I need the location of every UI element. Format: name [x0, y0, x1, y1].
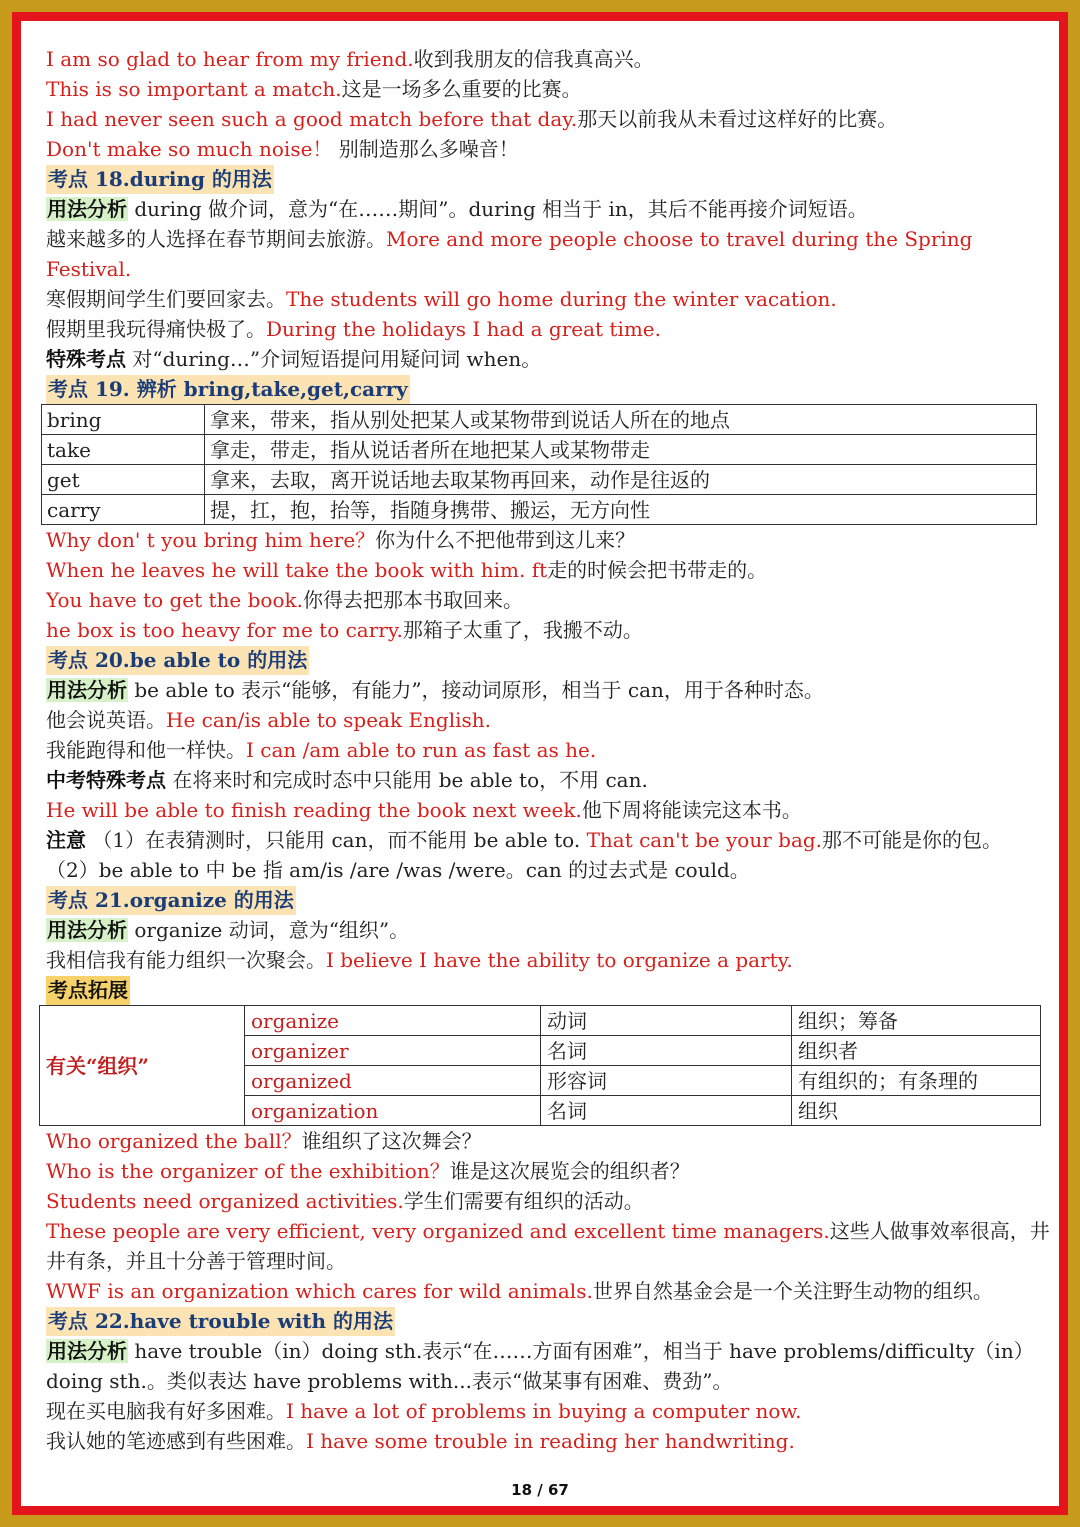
usage-analysis: 用法分析 be able to 表示“能够，有能力”，接动词原形，相当于 can，用于各种时态。: [47, 678, 824, 702]
usage-tag: 用法分析: [47, 1339, 127, 1363]
special-point: 中考特殊考点 在将来时和完成时态中只能用 be able to，不用 can.: [46, 768, 648, 792]
example-line: Who is the organizer of the exhibition？谁是这次展览会的组织者？: [46, 1159, 690, 1183]
table-row: bring 拿来，带来，指从别处把某人或某物带到说话人所在的地点: [42, 405, 1037, 435]
usage-analysis: 用法分析 have trouble（in）doing sth.表示“在……方面有困难”，相当于 have problems/difficulty（in）doing sth.。类似表达 have problems with...表示“做某事有困难、费劲”。: [46, 1339, 1034, 1393]
example-line: WWF is an organization which cares for wild animals.世界自然基金会是一个关注野生动物的组织。: [46, 1279, 993, 1303]
example-line: 我相信我有能力组织一次聚会。I believe I have the ability to organize a party.: [46, 948, 793, 972]
example-line: These people are very efficient, very organized and excellent time managers.这些人做事效率很高，井井有条，并且十分善于管理时间。: [46, 1219, 1050, 1273]
example-line: 我认她的笔迹感到有些困难。I have some trouble in reading her handwriting.: [46, 1429, 795, 1453]
table-row: get 拿来，去取，离开说话地去取某物再回来，动作是往返的: [42, 465, 1037, 495]
usage-tag: 用法分析: [47, 678, 127, 702]
table-row: organization 名词 组织: [40, 1096, 1041, 1126]
usage-analysis: 用法分析 organize 动词，意为“组织”。: [47, 918, 410, 942]
special-point: 特殊考点 对“during…”介词短语提问用疑问词 when。: [46, 347, 542, 371]
section-20-heading: 考点 20.be able to 的用法: [46, 645, 1051, 675]
section-21-heading: 考点 21.organize 的用法: [46, 885, 1051, 915]
usage-analysis: 用法分析 during 做介词，意为“在……期间”。during 相当于 in，其后不能再接介词短语。: [47, 197, 868, 221]
example-line: You have to get the book.你得去把那本书取回来。: [46, 588, 523, 612]
example-line: I am so glad to hear from my friend.收到我朋友的信我真高兴。: [46, 47, 654, 71]
example-line: Don't make so much noise！ 别制造那么多噪音！: [46, 137, 519, 161]
table-row: 有关“组织” organize 动词 组织；筹备: [40, 1006, 1041, 1036]
note-line: （2）be able to 中 be 指 am/is /are /was /were。can 的过去式是 could。: [46, 858, 750, 882]
example-line: When he leaves he will take the book with him. ft走的时候会把书带走的。: [46, 558, 768, 582]
example-line: 假期里我玩得痛快极了。During the holidays I had a great time.: [46, 317, 661, 341]
example-line: Why don' t you bring him here？你为什么不把他带到这儿来？: [46, 528, 636, 552]
organize-word-table: [39, 1005, 1041, 1126]
section-22-heading: 考点 22.have trouble with 的用法: [46, 1306, 1051, 1336]
bring-take-table: [41, 404, 1037, 525]
table-row: take 拿走，带走，指从说话者所在地把某人或某物带走: [42, 435, 1037, 465]
usage-tag: 用法分析: [47, 918, 127, 942]
usage-tag: 用法分析: [47, 197, 127, 221]
page-number: 18 / 67: [511, 1481, 569, 1499]
table-row: organized 形容词 有组织的；有条理的: [40, 1066, 1041, 1096]
example-line: This is so important a match.这是一场多么重要的比赛。: [46, 77, 582, 101]
example-line: Students need organized activities.学生们需要有组织的活动。: [46, 1189, 644, 1213]
example-line: 越来越多的人选择在春节期间去旅游。More and more people choose to travel during the Spring Festival.: [46, 227, 973, 281]
example-line: 现在买电脑我有好多困难。I have a lot of problems in buying a computer now.: [46, 1399, 802, 1423]
table-row: carry 提，扛，抱，抬等，指随身携带、搬运，无方向性: [42, 495, 1037, 525]
section-18-heading: 考点 18.during 的用法: [46, 164, 1051, 194]
example-line: 他会说英语。He can/is able to speak English.: [46, 708, 492, 732]
table-row: organizer 名词 组织者: [40, 1036, 1041, 1066]
example-line: He will be able to finish reading the book next week.他下周将能读完这本书。: [46, 798, 802, 822]
extension-heading: 考点拓展: [46, 975, 1051, 1005]
example-line: Who organized the ball？谁组织了这次舞会？: [46, 1129, 482, 1153]
page-content: [46, 44, 1051, 1456]
section-19-heading: 考点 19. 辨析 bring,take,get,carry: [46, 374, 1051, 404]
note-line: 注意 （1）在表猜测时，只能用 can，而不能用 be able to. That can't be your bag.那不可能是你的包。: [46, 828, 1003, 852]
example-line: 我能跑得和他一样快。I can /am able to run as fast as he.: [46, 738, 597, 762]
example-line: he box is too heavy for me to carry.那箱子太重了，我搬不动。: [46, 618, 643, 642]
example-line: I had never seen such a good match before that day.那天以前我从未看过这样好的比赛。: [46, 107, 898, 131]
example-line: 寒假期间学生们要回家去。The students will go home during the winter vacation.: [46, 287, 837, 311]
